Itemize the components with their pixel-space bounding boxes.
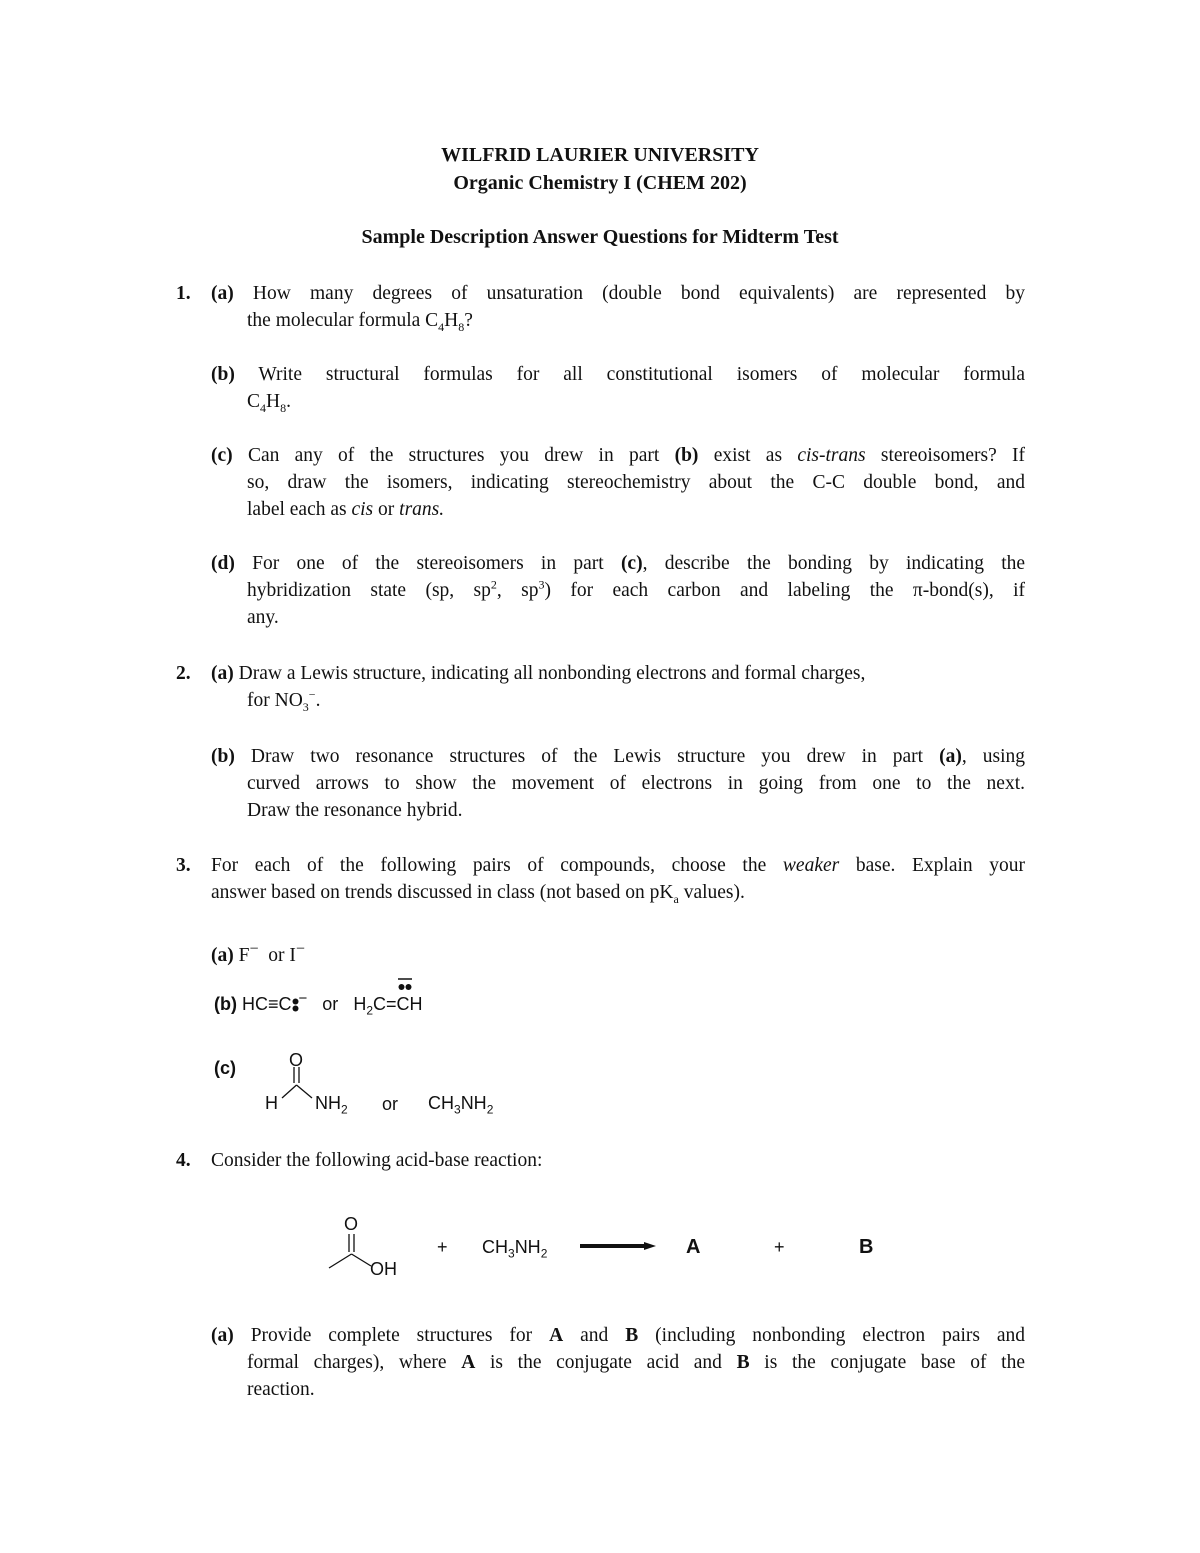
course-title: Organic Chemistry I (CHEM 202) (453, 172, 747, 194)
question-4-number: 4. (176, 1150, 191, 1171)
formamide-h: H (265, 1093, 278, 1113)
question-1d: (d) For one of the stereoisomers in part (c), describe the bonding by indicating the hybridization state (sp, $sp^2$, $sp^3$) for each carbon and labeling the π-bond(s), if any. (211, 553, 1026, 628)
question-3-number: 3. (176, 855, 191, 876)
question-3-text: For each of the following pairs of compounds, choose the weaker base. Explain your answer based on trends discussed in class (not based on $pK_a$ values). (211, 855, 1026, 906)
formamide-nh2: $NH_2$ (315, 1093, 348, 1117)
acetic-acid-oh: OH (370, 1259, 397, 1279)
question-1a: (a) How many degrees of unsaturation (double bond equivalents) are represented by the molecular formula $C_4H_8$? (211, 283, 1025, 334)
reaction-plus-2: + (774, 1237, 785, 1257)
question-3c-label: (c) (214, 1058, 236, 1078)
question-1c: (c) Can any of the structures you drew in part (b) exist as cis-trans stereoisomers? If so, draw the isomers, indicating stereochemistry about the C-C double bond, and label each as cis or trans. (211, 445, 1026, 520)
question-3a: (a) F− or I− (211, 940, 305, 966)
acetic-acid-oxygen: O (344, 1214, 359, 1234)
reaction-plus-1: + (437, 1237, 448, 1257)
product-b: B (859, 1236, 874, 1258)
reaction-methylamine: $CH_3NH_2$ (482, 1237, 548, 1261)
product-a: A (686, 1236, 701, 1258)
lone-pair-icon (292, 996, 299, 1010)
formamide-oxygen: O (289, 1050, 304, 1070)
part-label: (a) (211, 283, 234, 304)
document-subtitle: Sample Description Answer Questions for Midterm Test (361, 226, 839, 248)
university-title: WILFRID LAURIER UNIVERSITY (441, 144, 759, 166)
lone-pair-icon (398, 978, 412, 999)
question-1b: (b) Write structural formulas for all constitutional isomers of molecular formula $C_4H_8$. (211, 364, 1025, 415)
ethynide: HC≡C (242, 994, 292, 1014)
question-1-number: 1. (176, 283, 191, 304)
question-2b: (b) Draw two resonance structures of the Lewis structure you drew in part (a), using curved arrows to show the movement of electrons in going from one to the next. Draw the resonance hybrid. (211, 746, 1026, 821)
reaction-arrow-icon (580, 1240, 656, 1252)
question-4a: (a) Provide complete structures for A and B (including nonbonding electron pairs and formal charges), where A is the conjugate acid and B is the conjugate base of the reaction. (211, 1325, 1026, 1400)
question-3b: (b) HC≡C − or $H_2C=$ CH (214, 994, 423, 1015)
question-2a: (a) Draw a Lewis structure, indicating all nonbonding electrons and formal charges, for $NO_3^-$. (211, 663, 866, 714)
methylamine: $CH_3NH_2$ (428, 1093, 494, 1117)
question-3c-or: or (382, 1094, 399, 1114)
question-2-number: 2. (176, 663, 191, 684)
question-4-text: Consider the following acid-base reaction: (211, 1150, 543, 1171)
